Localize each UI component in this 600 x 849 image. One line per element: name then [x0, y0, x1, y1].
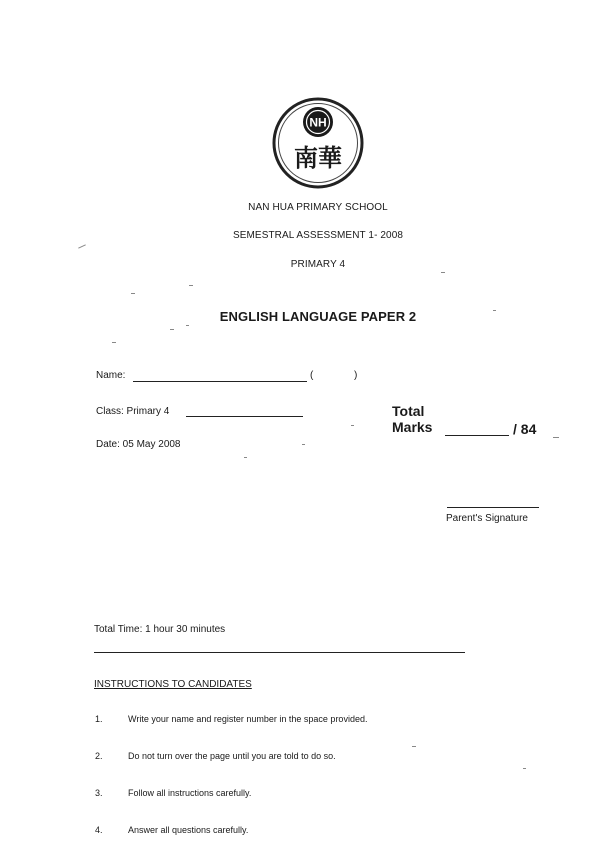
register-paren-open: (	[310, 370, 314, 381]
instruction-number: 4.	[95, 825, 103, 835]
school-crest-logo	[271, 96, 365, 190]
name-field-line[interactable]	[133, 381, 307, 382]
scan-speck	[131, 293, 135, 294]
class-label: Class: Primary 4	[96, 406, 170, 417]
total-label-line1: Total	[392, 403, 425, 419]
total-label-line2: Marks	[392, 419, 433, 435]
scan-speck	[441, 272, 445, 273]
scan-speck	[302, 444, 305, 445]
crest-monogram: NH	[309, 115, 327, 130]
scan-speck	[244, 457, 247, 458]
scan-speck	[186, 325, 189, 326]
class-field-line[interactable]	[186, 416, 303, 417]
signature-line[interactable]	[447, 507, 539, 508]
scan-speck	[170, 329, 174, 330]
time-divider-line	[94, 652, 465, 653]
total-time: Total Time: 1 hour 30 minutes	[94, 624, 226, 635]
parent-signature-label: Parent's Signature	[446, 513, 528, 524]
grade-level: PRIMARY 4	[290, 259, 346, 270]
scan-speck	[351, 425, 354, 426]
scan-speck	[493, 310, 496, 311]
instruction-text: Do not turn over the page until you are told to do so.	[128, 751, 336, 761]
marks-field-line[interactable]	[445, 435, 509, 436]
scan-speck	[412, 746, 416, 747]
total-marks-label	[392, 403, 432, 435]
scan-speck	[523, 768, 526, 769]
assessment-title: SEMESTRAL ASSESSMENT 1- 2008	[232, 230, 404, 241]
instruction-text: Follow all instructions carefully.	[128, 788, 252, 798]
scan-speck	[189, 285, 193, 286]
instructions-heading: INSTRUCTIONS TO CANDIDATES	[94, 679, 252, 690]
instruction-number: 2.	[95, 751, 103, 761]
paper-title: ENGLISH LANGUAGE PAPER 2	[219, 309, 417, 324]
scan-speck	[78, 244, 86, 248]
marks-out-of: / 84	[513, 421, 537, 437]
scan-speck	[553, 437, 559, 438]
instruction-number: 3.	[95, 788, 103, 798]
instruction-text: Write your name and register number in the space provided.	[128, 714, 368, 724]
scan-speck	[112, 342, 116, 343]
name-label: Name:	[96, 370, 126, 381]
register-paren-close: )	[354, 370, 358, 381]
date-label: Date: 05 May 2008	[96, 439, 181, 450]
instruction-number: 1.	[95, 714, 103, 724]
crest-chinese-text: 南華	[294, 143, 342, 172]
school-name: NAN HUA PRIMARY SCHOOL	[248, 202, 388, 213]
instruction-text: Answer all questions carefully.	[128, 825, 249, 835]
